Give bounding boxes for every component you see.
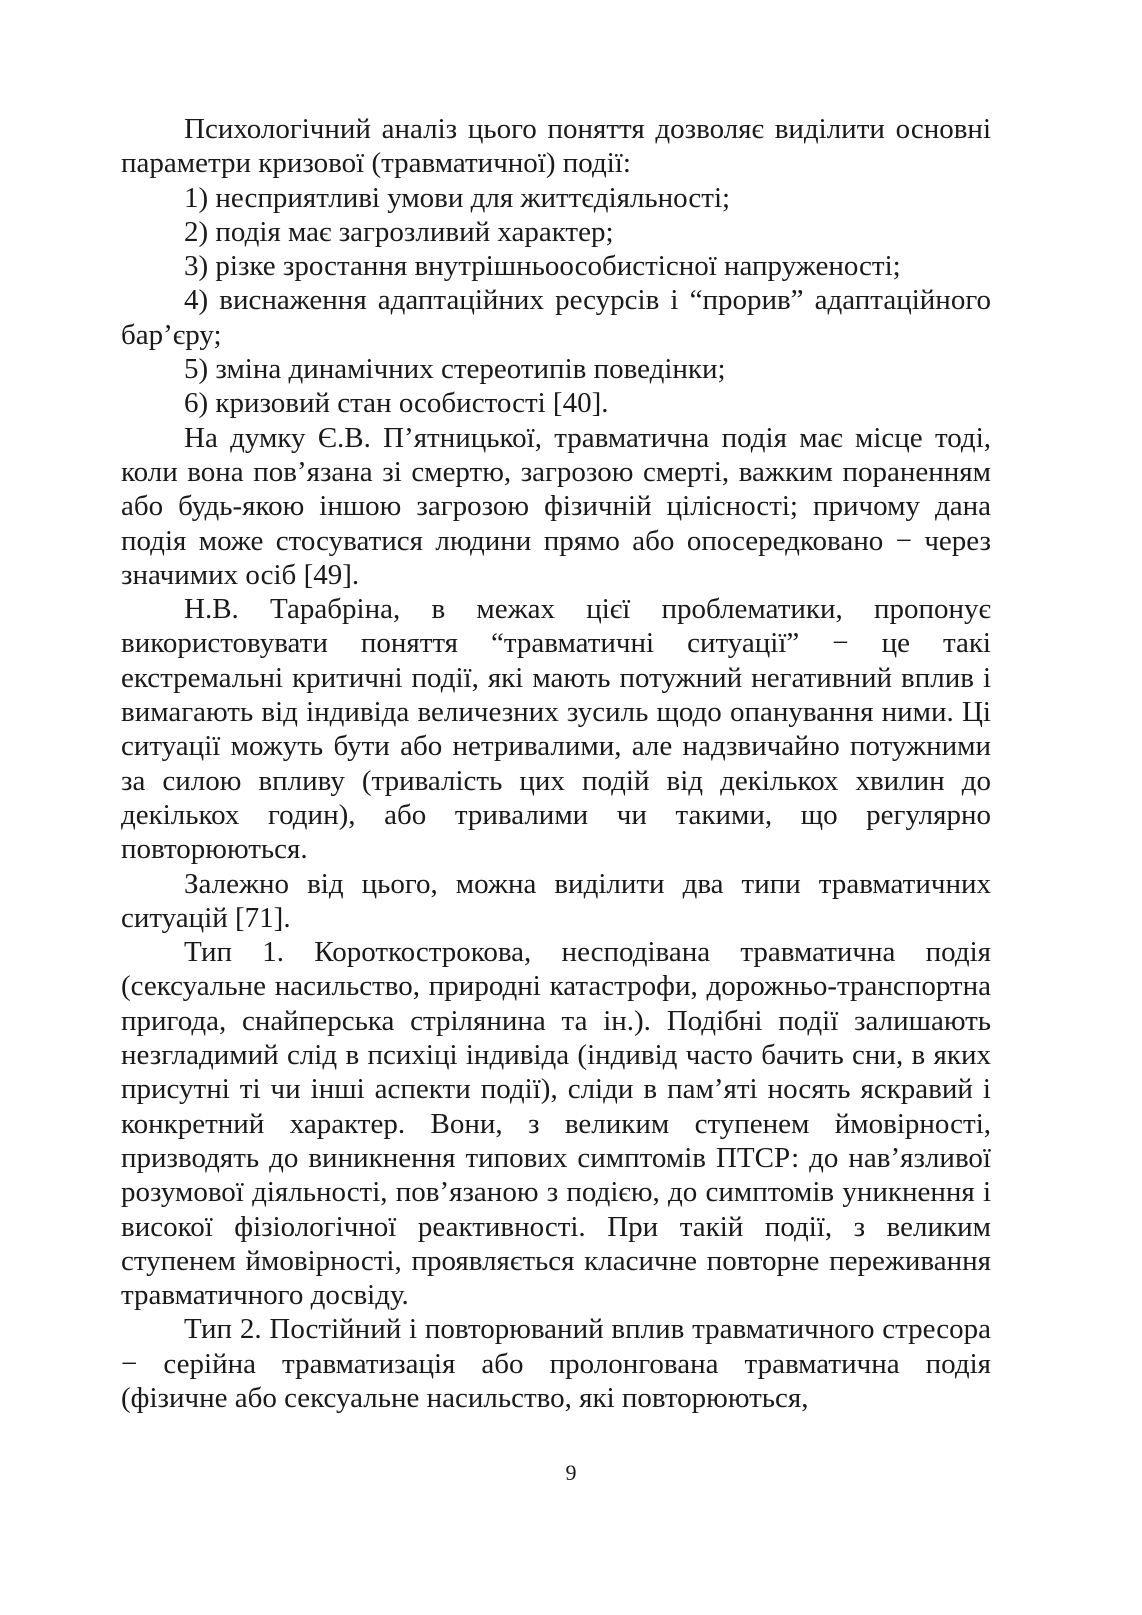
paragraph-tarabrina: Н.В. Тарабріна, в межах цієї проблематики, пропонує використовувати поняття “травматичні ситуації” − це такі екстремальні критичні події, які мають потужний негативний вплив і вимагають від індивіда величезних зусиль щодо опанування ними. Ці ситуації можуть бути або нетривалими, але надзвичайно потужними за силою впливу (тривалість цих подій від декількох хвилин до декількох годин), або тривалими чи такими, що регулярно повторюються. — [121, 593, 991, 866]
list-item-6: 6) кризовий стан особистості [40]. — [184, 387, 609, 420]
paragraph-pyatnytska: На думку Є.В. П’ятницької, травматична подія має місце тоді, коли вона пов’язана зі смертю, загрозою смерті, важким пораненням або будь-якою іншою загрозою фізичній цілісності; причому дана подія може стосуватися людини прямо або опосередковано − через значимих осіб [49]. — [121, 421, 991, 591]
list-item-3: 3) різке зростання внутрішньоособистісної напруженості; — [184, 250, 901, 283]
paragraph-intro: Психологічний аналіз цього поняття дозволяє виділити основні параметри кризової (травматичної) події: — [121, 113, 991, 180]
paragraph-type-1: Тип 1. Короткострокова, несподівана травматична подія (сексуальне насильство, природні катастрофи, дорожньо-транспортна пригода, снайперська стрілянина та ін.). Подібні події залишають незгладимий слід в психіці індивіда (індивід часто бачить сни, в яких присутні ті чи інші аспекти події), сліди в пам’яті носять яскравий і конкретний характер. Вони, з великим ступенем ймовірності, призводять до виникнення типових симптомів ПТСР: до нав’язливої розумової діяльності, пов’язаною з подією, до симптомів уникнення і високої фізіологічної реактивності. При такій події, з великим ступенем ймовірності, проявляється класичне повторне переживання травматичного досвіду. — [121, 936, 991, 1312]
list-item-5: 5) зміна динамічних стереотипів поведінки; — [184, 353, 726, 386]
paragraph-two-types: Залежно від цього, можна виділити два типи травматичних ситуацій [71]. — [121, 867, 991, 934]
body-text — [121, 112, 991, 1415]
page-number: 9 — [565, 1460, 577, 1485]
list-item-4: 4) виснаження адаптаційних ресурсів і “прорив” адаптаційного бар’єру; — [121, 284, 991, 351]
list-item-2: 2) подія має загрозливий характер; — [184, 215, 614, 248]
paragraph-type-2: Тип 2. Постійний і повторюваний вплив травматичного стресора − серійна травматизація або пролонгована травматична подія (фізичне або сексуальне насильство, які повторюються, — [121, 1313, 991, 1414]
list-item-1: 1) несприятливі умови для життєдіяльності; — [184, 181, 731, 214]
